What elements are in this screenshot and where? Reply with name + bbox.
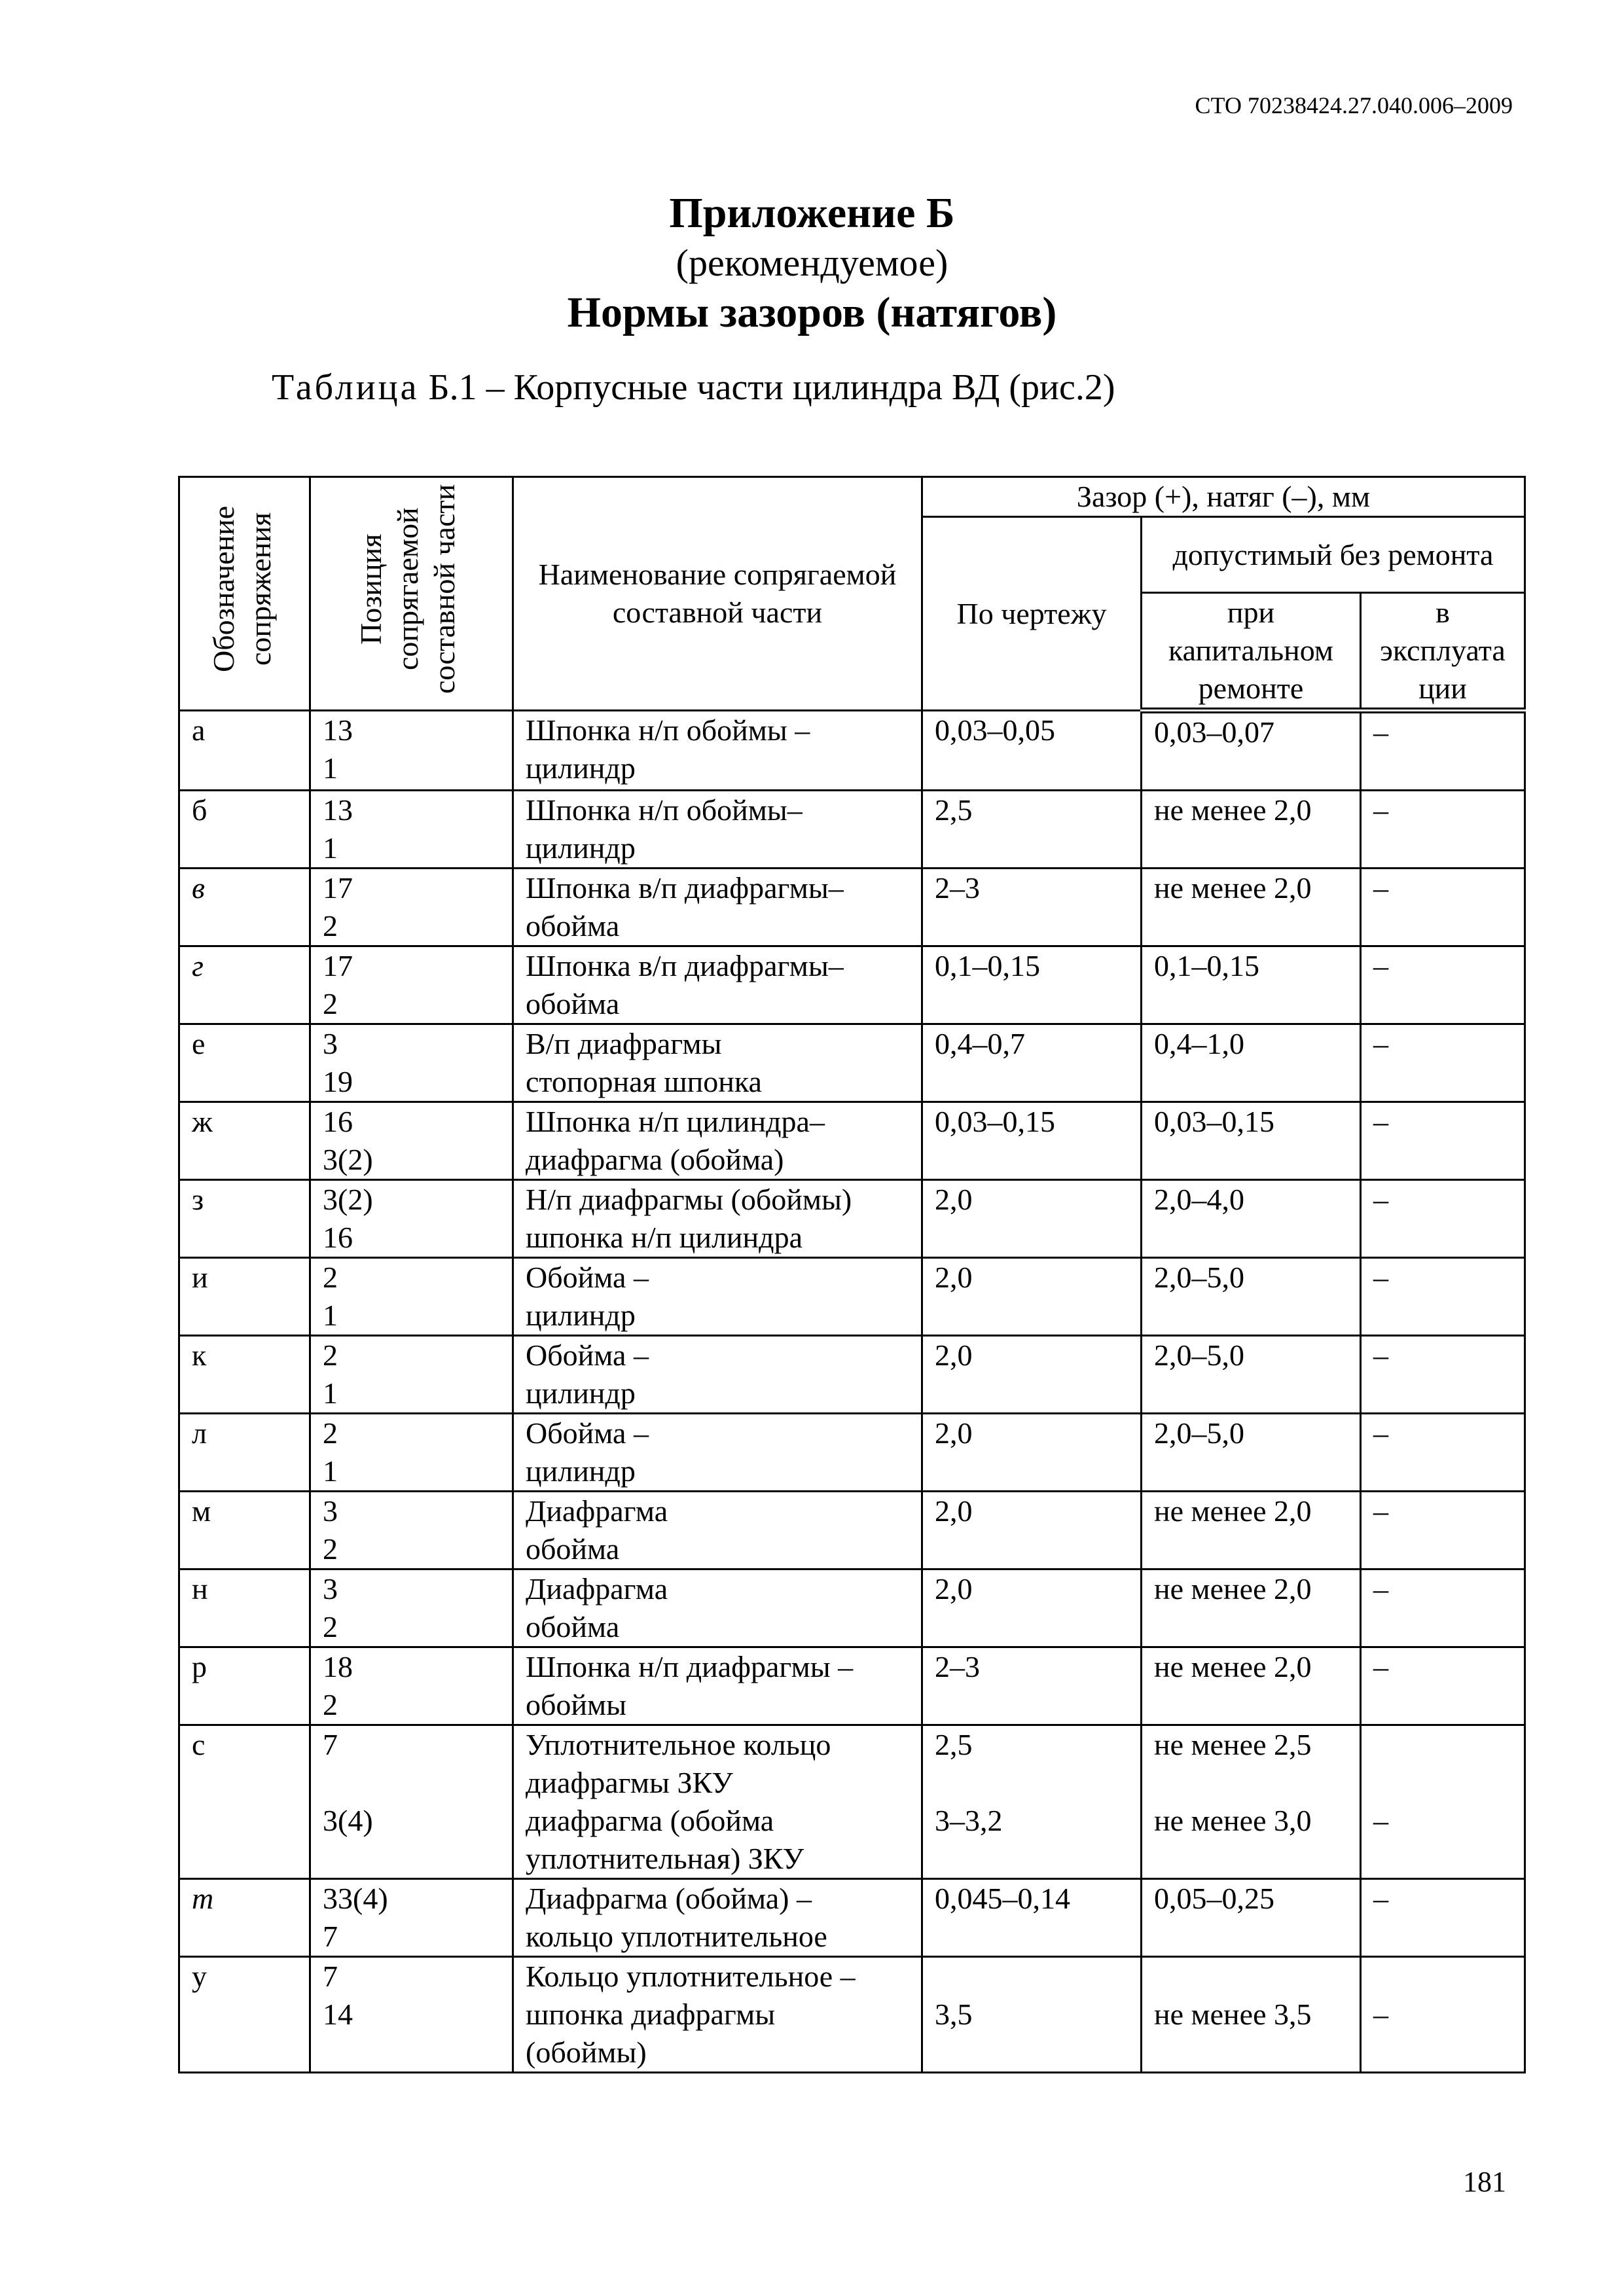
table-row: [179, 1414, 1525, 1492]
name-line-1: Н/п диафрагмы (обоймы): [526, 1183, 852, 1216]
position-line-1: 3: [323, 1572, 338, 1605]
name-line-2: шпонка диафрагмы: [526, 1998, 776, 2031]
position-line-1: 3: [323, 1494, 338, 1528]
operation-line: –: [1373, 1998, 1388, 2031]
position-line-blank: [323, 1764, 500, 1802]
position-line-2: 7: [323, 1920, 338, 1953]
position-line-1: 18: [323, 1650, 353, 1683]
position-line-2: 1: [323, 1299, 338, 1332]
position-line-1: 3(2): [323, 1183, 373, 1216]
cell-by-drawing: [922, 1725, 1142, 1879]
cell-position: [310, 1492, 513, 1570]
position-line-2: 2: [323, 1610, 338, 1643]
position-line-2: 1: [323, 1376, 338, 1410]
header-by-drawing: По чертежу: [922, 517, 1142, 711]
cell-capital-repair: 0,03–0,07: [1142, 711, 1361, 791]
header-position: Позиция сопрягаемой составной части: [310, 477, 513, 711]
drawing-line-2: 3–3,2: [935, 1804, 1003, 1837]
cell-capital-repair: [1142, 1957, 1361, 2073]
name-line-2: обойма: [526, 987, 620, 1020]
position-line-1: 7: [323, 1960, 338, 1993]
cell-designation: р: [179, 1647, 310, 1725]
name-line-2: цилиндр: [526, 1454, 636, 1488]
table-row: [179, 791, 1525, 869]
cell-position: [310, 1024, 513, 1102]
cell-position: [310, 946, 513, 1024]
position-line-2: 19: [323, 1065, 353, 1098]
table-row: [179, 1492, 1525, 1570]
cell-designation: ж: [179, 1102, 310, 1180]
position-line-1: 17: [323, 871, 353, 905]
header-capital-repair: при капитальном ремонте: [1142, 593, 1361, 711]
cell-by-drawing: 0,03–0,05: [922, 711, 1142, 791]
position-line-2: 2: [323, 1688, 338, 1721]
name-line-2: стопорная шпонка: [526, 1065, 762, 1098]
table-caption-label: Таблица: [272, 367, 420, 408]
cell-operation: –: [1361, 1258, 1525, 1336]
name-line-2: шпонка н/п цилиндра: [526, 1221, 803, 1254]
cell-designation: в: [179, 869, 310, 946]
cell-part-name: [513, 1336, 922, 1414]
table-row: [179, 1879, 1525, 1957]
cell-part-name: [513, 1570, 922, 1647]
cell-operation: –: [1361, 1647, 1525, 1725]
capital-line-blank: [1154, 1958, 1348, 1996]
cell-designation: л: [179, 1414, 310, 1492]
position-line-1: 2: [323, 1261, 338, 1294]
operation-line-blank: [1373, 1958, 1512, 1996]
name-line-2: кольцо уплотнительное: [526, 1920, 827, 1953]
name-line-1: Обойма –: [526, 1338, 649, 1372]
cell-part-name: [513, 1725, 922, 1879]
cell-capital-repair: 0,03–0,15: [1142, 1102, 1361, 1180]
name-line-1: Диафрагма (обойма) –: [526, 1882, 812, 1915]
table-row: [179, 946, 1525, 1024]
header-designation: Обозначение сопряжения: [179, 477, 310, 711]
operation-line-blank-2: [1373, 1764, 1512, 1802]
cell-by-drawing: 2,0: [922, 1258, 1142, 1336]
name-line-2: обоймы: [526, 1688, 627, 1721]
cell-designation: г: [179, 946, 310, 1024]
drawing-line-1: 2,5: [935, 1728, 973, 1761]
name-line-1: Диафрагма: [526, 1572, 668, 1605]
table-row: [179, 1258, 1525, 1336]
cell-capital-repair: 2,0–5,0: [1142, 1336, 1361, 1414]
position-line-2: 1: [323, 1454, 338, 1488]
cell-designation: к: [179, 1336, 310, 1414]
cell-position: [310, 1180, 513, 1258]
position-line-1: 7: [323, 1728, 338, 1761]
position-line-2: 2: [323, 909, 338, 942]
table-row: [179, 1647, 1525, 1725]
position-line-1: 2: [323, 1416, 338, 1450]
cell-designation: а: [179, 711, 310, 791]
table-row: [179, 1102, 1525, 1180]
name-line-1: Шпонка в/п диафрагмы–: [526, 871, 844, 905]
cell-part-name: [513, 869, 922, 946]
capital-line-2: не менее 3,0: [1154, 1804, 1312, 1837]
name-line-1: В/п диафрагмы: [526, 1027, 722, 1060]
cell-capital-repair: 0,1–0,15: [1142, 946, 1361, 1024]
appendix-kind: (рекомендуемое): [676, 242, 948, 284]
name-line-1: Уплотнительное кольцо: [526, 1728, 831, 1761]
position-line-2: 14: [323, 1998, 353, 2031]
table-row: [179, 1024, 1525, 1102]
name-line-1: Диафрагма: [526, 1494, 668, 1528]
name-line-2: обойма: [526, 1532, 620, 1566]
table-row: [179, 1957, 1525, 2073]
operation-line-blank-1: [1373, 1726, 1512, 1764]
name-line-1: Кольцо уплотнительное –: [526, 1960, 856, 1993]
cell-by-drawing: [922, 1957, 1142, 2073]
cell-capital-repair: не менее 2,0: [1142, 1647, 1361, 1725]
cell-operation: –: [1361, 1024, 1525, 1102]
cell-capital-repair: не менее 2,0: [1142, 869, 1361, 946]
table-row: [179, 1725, 1525, 1879]
cell-part-name: [513, 946, 922, 1024]
cell-by-drawing: 2–3: [922, 1647, 1142, 1725]
cell-capital-repair: 2,0–5,0: [1142, 1414, 1361, 1492]
cell-by-drawing: 2,0: [922, 1570, 1142, 1647]
cell-part-name: [513, 1258, 922, 1336]
name-line-2: диафрагма (обойма): [526, 1143, 784, 1176]
name-line-2: цилиндр: [526, 831, 636, 865]
cell-operation: –: [1361, 1879, 1525, 1957]
name-line-1: Шпонка н/п цилиндра–: [526, 1105, 825, 1138]
name-line-1: Шпонка н/п обоймы–: [526, 793, 803, 827]
cell-capital-repair: 2,0–5,0: [1142, 1258, 1361, 1336]
document-code: СТО 70238424.27.040.006–2009: [1195, 92, 1513, 118]
norms-table: [178, 476, 1526, 2073]
table-row: [179, 1180, 1525, 1258]
header-part-name: Наименование сопрягаемой составной части: [513, 477, 922, 711]
cell-designation: б: [179, 791, 310, 869]
cell-part-name: [513, 1647, 922, 1725]
cell-designation: у: [179, 1957, 310, 2073]
cell-part-name: [513, 1102, 922, 1180]
name-line-2: диафрагмы ЗКУ: [526, 1766, 733, 1799]
cell-designation: и: [179, 1258, 310, 1336]
position-line-1: 17: [323, 949, 353, 982]
position-line-1: 13: [323, 793, 353, 827]
cell-position: [310, 869, 513, 946]
cell-position: [310, 1879, 513, 1957]
cell-designation: м: [179, 1492, 310, 1570]
cell-position: [310, 1414, 513, 1492]
cell-by-drawing: 2,0: [922, 1336, 1142, 1414]
cell-operation: –: [1361, 1570, 1525, 1647]
cell-capital-repair: 0,05–0,25: [1142, 1879, 1361, 1957]
position-line-1: 3: [323, 1027, 338, 1060]
cell-part-name: [513, 1414, 922, 1492]
name-line-2: обойма: [526, 909, 620, 942]
name-line-2: цилиндр: [526, 751, 636, 785]
drawing-line-blank: [935, 1958, 1128, 1996]
table-row: [179, 1570, 1525, 1647]
position-line-2: 2: [323, 987, 338, 1020]
cell-part-name: [513, 1879, 922, 1957]
header-operation: в эксплуата ции: [1361, 593, 1525, 711]
cell-capital-repair: не менее 2,0: [1142, 1570, 1361, 1647]
cell-operation: –: [1361, 869, 1525, 946]
position-line-2: 3(4): [323, 1804, 373, 1837]
cell-by-drawing: 0,1–0,15: [922, 946, 1142, 1024]
name-line-1: Обойма –: [526, 1416, 649, 1450]
page-number: 181: [1463, 2166, 1506, 2198]
name-line-3: (обоймы): [526, 2036, 647, 2069]
cell-operation: –: [1361, 1414, 1525, 1492]
capital-line-blank: [1154, 1764, 1348, 1802]
header-allowed-group: допустимый без ремонта: [1142, 517, 1525, 593]
cell-part-name: [513, 1180, 922, 1258]
cell-operation: –: [1361, 1492, 1525, 1570]
capital-line-1: не менее 2,5: [1154, 1728, 1312, 1761]
cell-position: [310, 1647, 513, 1725]
cell-part-name: [513, 711, 922, 791]
capital-line: не менее 3,5: [1154, 1998, 1312, 2031]
cell-operation: –: [1361, 1180, 1525, 1258]
cell-capital-repair: 2,0–4,0: [1142, 1180, 1361, 1258]
position-line-1: 13: [323, 713, 353, 747]
cell-position: [310, 1102, 513, 1180]
drawing-line: 3,5: [935, 1998, 973, 2031]
name-line-1: Обойма –: [526, 1261, 649, 1294]
table-caption-text: Б.1 – Корпусные части цилиндра ВД (рис.2): [428, 367, 1115, 408]
cell-designation: с: [179, 1725, 310, 1879]
cell-operation: –: [1361, 1336, 1525, 1414]
name-line-2: цилиндр: [526, 1376, 636, 1410]
position-line-1: 16: [323, 1105, 353, 1138]
name-line-3: диафрагма (обойма: [526, 1804, 774, 1837]
name-line-1: Шпонка в/п диафрагмы–: [526, 949, 844, 982]
position-line-1: 33(4): [323, 1882, 388, 1915]
cell-position: [310, 1258, 513, 1336]
position-line-2: 16: [323, 1221, 353, 1254]
cell-part-name: [513, 791, 922, 869]
cell-position: [310, 1957, 513, 2073]
cell-operation: [1361, 1957, 1525, 2073]
cell-by-drawing: 0,03–0,15: [922, 1102, 1142, 1180]
appendix-name: Нормы зазоров (натягов): [567, 289, 1057, 336]
cell-designation: з: [179, 1180, 310, 1258]
cell-by-drawing: 0,4–0,7: [922, 1024, 1142, 1102]
table-caption: [272, 367, 1115, 408]
cell-capital-repair: не менее 2,0: [1142, 791, 1361, 869]
cell-position: [310, 711, 513, 791]
drawing-line-blank: [935, 1764, 1128, 1802]
cell-by-drawing: 2,0: [922, 1492, 1142, 1570]
cell-designation: т: [179, 1879, 310, 1957]
cell-operation: –: [1361, 946, 1525, 1024]
cell-operation: –: [1361, 791, 1525, 869]
title-block: [0, 187, 1624, 340]
position-line-2: 3(2): [323, 1143, 373, 1176]
table-row: [179, 1336, 1525, 1414]
position-line-2: 1: [323, 831, 338, 865]
cell-part-name: [513, 1957, 922, 2073]
cell-operation: –: [1361, 711, 1525, 791]
position-line-2: 2: [323, 1532, 338, 1566]
cell-position: [310, 1570, 513, 1647]
name-line-2: цилиндр: [526, 1299, 636, 1332]
cell-operation: –: [1361, 1102, 1525, 1180]
cell-designation: е: [179, 1024, 310, 1102]
appendix-title: Приложение Б: [669, 189, 955, 237]
cell-part-name: [513, 1492, 922, 1570]
position-line-2: 1: [323, 751, 338, 785]
cell-by-drawing: 2,0: [922, 1180, 1142, 1258]
table-row: [179, 711, 1525, 791]
position-line-1: 2: [323, 1338, 338, 1372]
cell-by-drawing: 2,5: [922, 791, 1142, 869]
cell-position: [310, 791, 513, 869]
name-line-1: Шпонка н/п диафрагмы –: [526, 1650, 854, 1683]
operation-line: –: [1373, 1804, 1388, 1837]
cell-capital-repair: не менее 2,0: [1142, 1492, 1361, 1570]
cell-by-drawing: 0,045–0,14: [922, 1879, 1142, 1957]
cell-by-drawing: 2,0: [922, 1414, 1142, 1492]
table-row: [179, 869, 1525, 946]
cell-capital-repair: [1142, 1725, 1361, 1879]
cell-capital-repair: 0,4–1,0: [1142, 1024, 1361, 1102]
name-line-4: уплотнительная) ЗКУ: [526, 1842, 804, 1875]
header-gap-group: Зазор (+), натяг (–), мм: [922, 477, 1525, 517]
cell-part-name: [513, 1024, 922, 1102]
cell-position: [310, 1336, 513, 1414]
cell-designation: н: [179, 1570, 310, 1647]
cell-position: [310, 1725, 513, 1879]
cell-operation: [1361, 1725, 1525, 1879]
name-line-2: обойма: [526, 1610, 620, 1643]
cell-by-drawing: 2–3: [922, 869, 1142, 946]
name-line-1: Шпонка н/п обоймы –: [526, 713, 810, 747]
